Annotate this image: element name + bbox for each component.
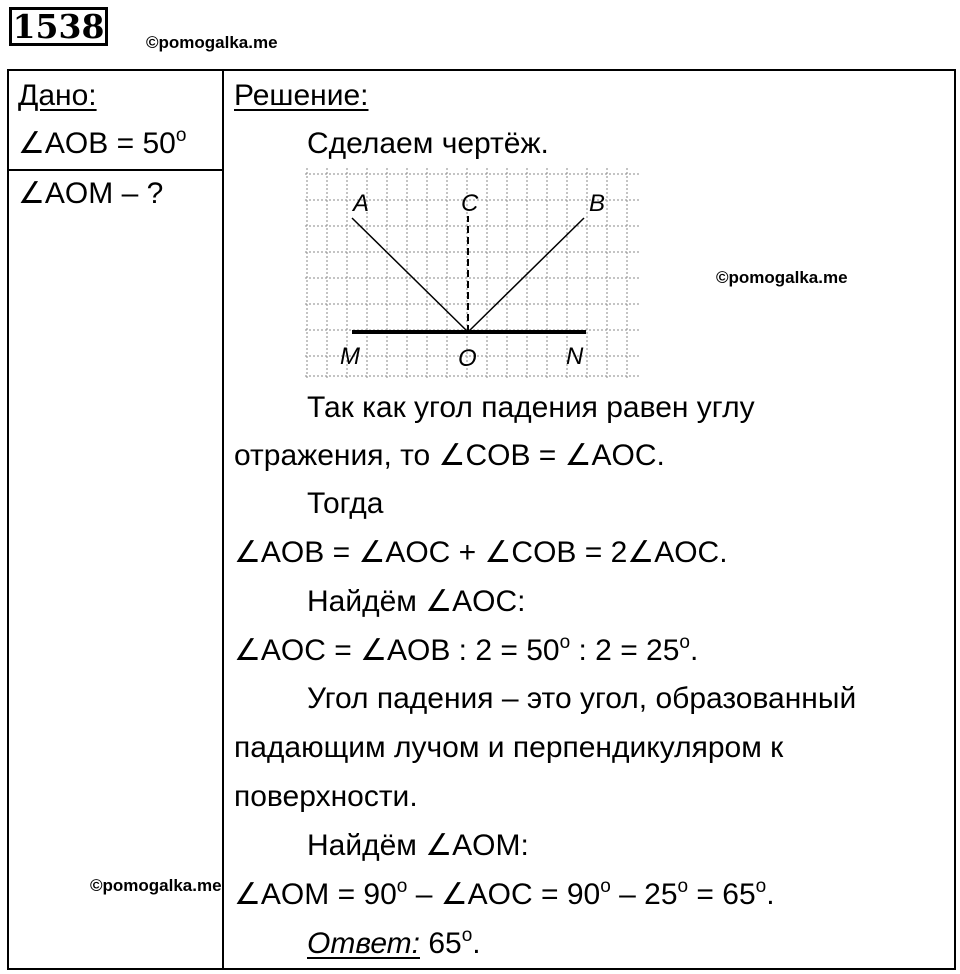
label-a: A — [353, 190, 370, 217]
watermark-bottom: ©pomogalka.me — [90, 876, 222, 895]
reflected-ray-ob — [468, 218, 584, 332]
reflection-diagram — [300, 168, 645, 383]
label-c: C — [461, 190, 479, 217]
answer-label: Ответ: — [307, 927, 420, 960]
column-divider — [222, 69, 224, 970]
solution-line: ∠AOM = $90^o$ – ∠AOC = $90^o - 25^o = 65^o$. — [234, 876, 775, 911]
solution-line: Угол падения – это угол, образованный — [307, 682, 857, 715]
solution-line: падающим лучом и перпендикуляром к — [234, 731, 784, 764]
label-o: O — [458, 345, 477, 372]
problem-number: 1538 — [9, 7, 108, 46]
solution-line: Тогда — [307, 487, 384, 520]
answer-line: Ответ: 65$^o$. — [307, 925, 481, 960]
solution-line: ∠AOC = ∠AOB : $2 = 50^o$ : $2 = 25^o$. — [234, 632, 699, 667]
solution-line: Так как угол падения равен углу — [307, 391, 755, 424]
answer-value: 65 — [420, 927, 462, 960]
label-b: B — [589, 190, 606, 217]
label-n: N — [566, 343, 584, 370]
solution-line: Найдём ∠AOC: — [307, 585, 526, 618]
solution-line: ∠AOB = ∠AOC + ∠COB = 2∠AOC. — [234, 536, 728, 569]
solution-line: Сделаем чертёж. — [307, 127, 549, 160]
given-heading: Дано: — [18, 79, 97, 112]
given-divider — [7, 169, 223, 171]
watermark-top: ©pomogalka.me — [146, 33, 278, 52]
find-question: ∠AOM – ? — [18, 177, 164, 210]
solution-line: Найдём ∠AOM: — [307, 829, 529, 862]
solution-line: отражения, то ∠COB = ∠AOC. — [234, 439, 665, 472]
solution-line: поверхности. — [234, 780, 418, 813]
label-m: M — [340, 343, 360, 370]
given-condition: ∠AOB = $50^o$ — [18, 125, 187, 160]
incident-ray-ao — [352, 218, 468, 332]
solution-heading: Решение: — [234, 79, 369, 112]
watermark-middle: ©pomogalka.me — [716, 268, 848, 287]
